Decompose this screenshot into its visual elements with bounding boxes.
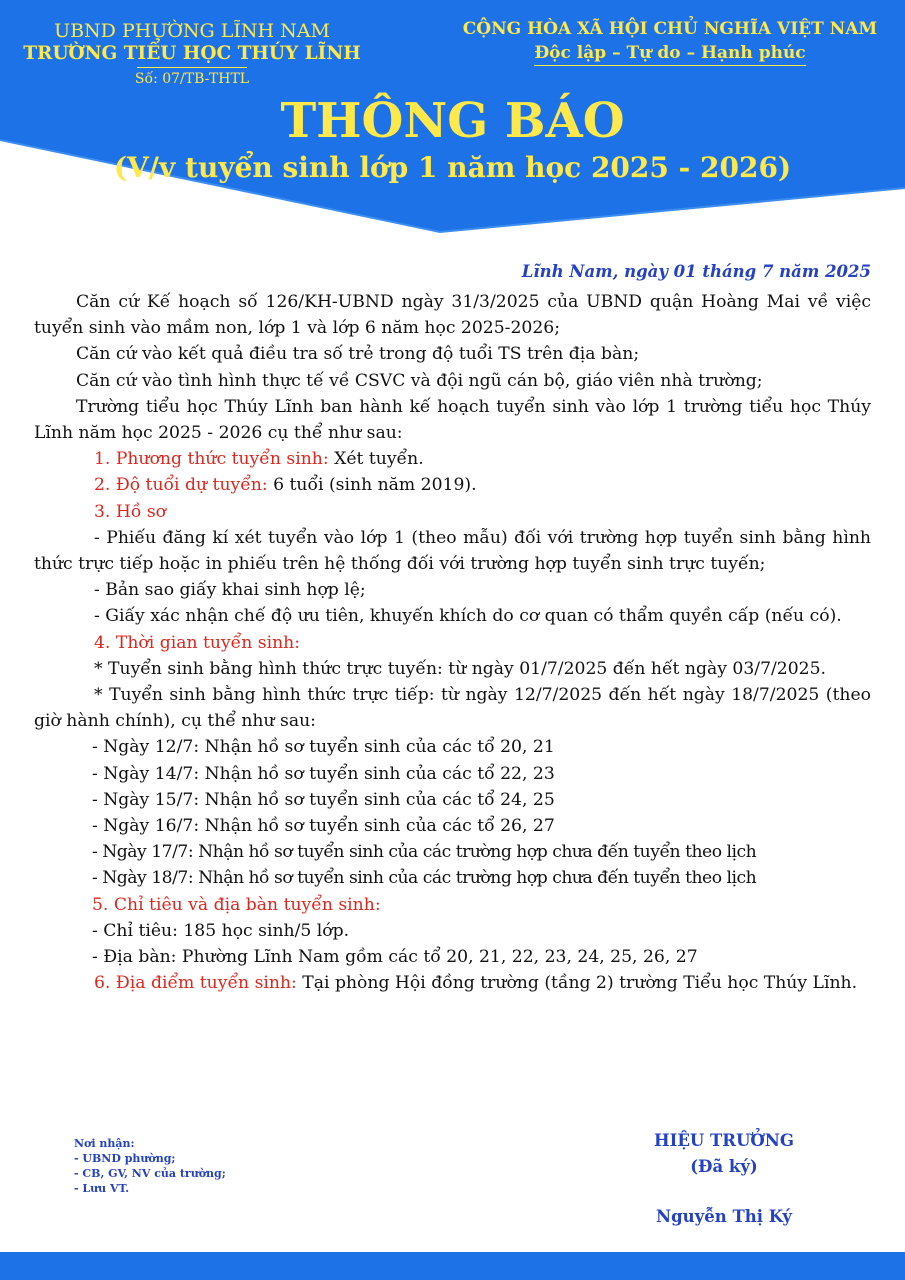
document-number: Số: 07/TB-THTL	[134, 71, 250, 87]
dossier-item: - Bản sao giấy khai sinh hợp lệ;	[94, 580, 366, 601]
national-motto: Độc lập – Tự do – Hạnh phúc	[534, 42, 805, 66]
schedule-item: - Ngày 17/7: Nhận hồ sơ tuyển sinh của các trường hợp chưa đến tuyển theo lịch	[92, 842, 757, 863]
authority-name: UBND PHƯỜNG LĨNH NAM	[54, 20, 330, 42]
receivers-label: Nơi nhận:	[74, 1137, 135, 1150]
schedule-item: - Ngày 16/7: Nhận hồ sơ tuyển sinh của các tổ 26, 27	[92, 816, 555, 837]
document-subtitle: (V/v tuyển sinh lớp 1 năm học 2025 - 2026)	[113, 151, 792, 184]
section-6-heading: 6. Địa điểm tuyển sinh:	[94, 973, 297, 994]
footer-bar	[0, 1252, 905, 1280]
online-enrollment-period: * Tuyển sinh bằng hình thức trực tuyến: từ ngày 01/7/2025 đến hết ngày 03/7/2025.	[94, 658, 827, 679]
signature-block	[630, 1130, 818, 1228]
signature-status: (Đã ký)	[690, 1157, 758, 1176]
receiver-item: - Lưu VT.	[74, 1182, 130, 1195]
date-line: Lĩnh Nam, ngày 01 tháng 7 năm 2025	[521, 262, 871, 281]
dossier-item: - Phiếu đăng kí xét tuyển vào lớp 1 (theo mẫu) đối với trường hợp tuyển sinh bằng hình thức trực tiếp hoặc in phiếu trên hệ thống đối với trường hợp tuyển sinh trực tuyến;	[34, 527, 871, 575]
receiver-item: - UBND phường;	[74, 1152, 176, 1165]
schedule-item: - Ngày 14/7: Nhận hồ sơ tuyển sinh của các tổ 22, 23	[92, 763, 555, 784]
preamble-paragraph: Căn cứ Kế hoạch số 126/KH-UBND ngày 31/3/2025 của UBND quận Hoàng Mai về việc tuyển sinh vào mầm non, lớp 1 và lớp 6 năm học 2025-2026;	[34, 292, 871, 339]
section-2-text: 6 tuổi (sinh năm 2019).	[267, 475, 477, 496]
preamble-paragraph: Căn cứ vào tình hình thực tế về CSVC và đội ngũ cán bộ, giáo viên nhà trường;	[76, 370, 763, 391]
section-1-text: Xét tuyển.	[328, 449, 424, 470]
section-6	[34, 970, 871, 996]
document-title: THÔNG BÁO	[280, 93, 625, 149]
section-2-heading: 2. Độ tuổi dự tuyển:	[94, 475, 268, 496]
area-item: - Địa bàn: Phường Lĩnh Nam gồm các tổ 20, 21, 22, 23, 24, 25, 26, 27	[92, 947, 698, 968]
section-3-heading: 3. Hồ sơ	[94, 501, 166, 522]
schedule-item: - Ngày 12/7: Nhận hồ sơ tuyển sinh của các tổ 20, 21	[92, 737, 555, 758]
preamble-paragraph: Trường tiểu học Thúy Lĩnh ban hành kế hoạch tuyển sinh vào lớp 1 trường tiểu học Thúy Lĩnh năm học 2025 - 2026 cụ thể như sau:	[34, 396, 871, 444]
section-5-heading: 5. Chỉ tiêu và địa bàn tuyển sinh:	[92, 894, 381, 915]
section-1-heading: 1. Phương thức tuyển sinh:	[94, 449, 329, 470]
dossier-item: - Giấy xác nhận chế độ ưu tiên, khuyến khích do cơ quan có thẩm quyền cấp (nếu có).	[94, 606, 842, 627]
section-4-heading: 4. Thời gian tuyển sinh:	[94, 632, 301, 653]
preamble-paragraph: Căn cứ vào kết quả điều tra số trẻ trong độ tuổi TS trên địa bàn;	[76, 344, 640, 365]
receiver-item: - CB, GV, NV của trường;	[74, 1167, 226, 1180]
quota-item: - Chỉ tiêu: 185 học sinh/5 lớp.	[92, 920, 350, 941]
school-name-underline	[137, 67, 247, 68]
direct-enrollment-period: * Tuyển sinh bằng hình thức trực tiếp: từ ngày 12/7/2025 đến hết ngày 18/7/2025 (theo giờ hành chính), cụ thể như sau:	[34, 685, 871, 732]
national-header-block	[452, 18, 888, 66]
section-6-text: Tại phòng Hội đồng trường (tầng 2) trường Tiểu học Thúy Lĩnh.	[296, 973, 858, 994]
section-1	[34, 446, 871, 472]
issuing-authority-block	[22, 20, 362, 88]
signer-position: HIỆU TRƯỞNG	[654, 1131, 794, 1150]
receivers-block	[74, 1136, 226, 1196]
section-2	[34, 472, 871, 498]
nation-name: CỘNG HÒA XÃ HỘI CHỦ NGHĨA VIỆT NAM	[462, 19, 878, 39]
schedule-item: - Ngày 18/7: Nhận hồ sơ tuyển sinh của các trường hợp chưa đến tuyển theo lịch	[92, 868, 757, 889]
signer-name: Nguyễn Thị Ký	[656, 1207, 792, 1226]
schedule-item: - Ngày 15/7: Nhận hồ sơ tuyển sinh của các tổ 24, 25	[92, 789, 555, 810]
school-name: TRƯỜNG TIỂU HỌC THÚY LĨNH	[23, 43, 361, 64]
document-body	[34, 289, 871, 996]
